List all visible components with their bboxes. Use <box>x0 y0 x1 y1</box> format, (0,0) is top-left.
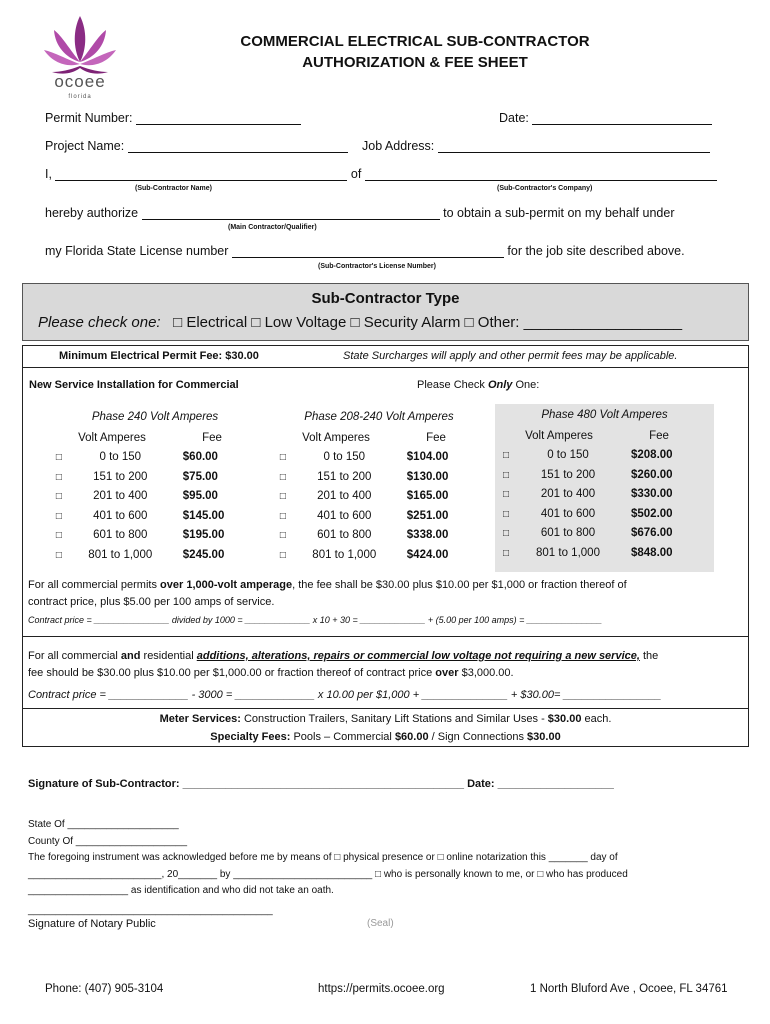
notary-signature-label: Signature of Notary Public <box>28 918 156 930</box>
fee-row <box>272 487 486 507</box>
volt-amperes-cell: 0 to 150 <box>323 451 366 463</box>
license-label: my Florida State License number <box>45 244 229 258</box>
fee-row <box>48 546 262 566</box>
fee-checkbox[interactable]: □ <box>279 530 286 541</box>
volt-amperes-cell: 601 to 800 <box>93 529 148 541</box>
fee-checkbox[interactable]: □ <box>55 491 62 502</box>
check-one-instruction: Please Check Only One: <box>417 379 540 391</box>
obtain-label: to obtain a sub-permit on my behalf under <box>443 206 675 220</box>
fee-checkbox[interactable]: □ <box>502 528 510 539</box>
fee-cell: $245.00 <box>182 548 225 561</box>
i-label: I, <box>45 167 52 181</box>
fee-row <box>495 524 714 544</box>
fee-cell: $208.00 <box>631 449 673 461</box>
min-fee-row <box>23 346 748 368</box>
fee-cell: $60.00 <box>182 451 218 463</box>
phase-title: Phase 240 Volt Amperes <box>91 411 219 423</box>
sub-contractor-signature-line[interactable]: Signature of Sub-Contractor: ______________________________________________ Date: ___________________ <box>28 778 614 790</box>
job-address-label: Job Address: <box>362 139 435 153</box>
volt-amperes-cell: 0 to 150 <box>547 449 589 461</box>
project-name-field[interactable] <box>128 138 348 153</box>
of-label: of <box>350 167 362 181</box>
fee-cell: $130.00 <box>406 470 449 483</box>
sub-contractor-company-field[interactable] <box>365 166 717 181</box>
fee-checkbox[interactable]: □ <box>279 510 286 522</box>
sub-contractor-name-field[interactable] <box>55 166 347 181</box>
date-field[interactable] <box>532 110 712 125</box>
fee-cell: $676.00 <box>631 527 673 539</box>
fee-row <box>495 466 714 486</box>
fee-checkbox[interactable]: □ <box>279 549 286 561</box>
main-contractor-field[interactable] <box>142 205 440 220</box>
date-label: Date: <box>499 111 529 125</box>
fee-checkbox[interactable]: □ <box>502 508 510 520</box>
lotus-icon <box>40 10 120 76</box>
fee-checkbox[interactable]: □ <box>55 530 62 541</box>
title-line1: COMMERCIAL ELECTRICAL SUB-CONTRACTOR <box>240 33 590 50</box>
page-title <box>180 31 650 73</box>
volt-amperes-cell: 151 to 200 <box>540 468 596 481</box>
phase-title: Phase 480 Volt Amperes <box>541 409 668 421</box>
fee-row <box>272 546 486 566</box>
fee-row <box>495 485 714 505</box>
fee-checkbox[interactable]: □ <box>55 510 62 522</box>
notary-block <box>28 817 743 900</box>
fee-row <box>495 544 714 564</box>
fee-checkbox[interactable]: □ <box>502 469 510 481</box>
fee-checkbox[interactable]: □ <box>279 452 286 463</box>
phase-title: Phase 208-240 Volt Amperes <box>304 411 454 423</box>
volt-amperes-header: Volt Amperes <box>525 430 593 442</box>
fee-cell: $145.00 <box>182 509 225 522</box>
footer-address: 1 North Bluford Ave , Ocoee, FL 34761 <box>530 983 728 995</box>
fee-row <box>48 507 262 527</box>
fee-checkbox[interactable]: □ <box>502 547 510 559</box>
volt-amperes-header: Volt Amperes <box>78 432 146 444</box>
fee-cell: $95.00 <box>182 490 218 502</box>
fee-row <box>272 448 486 468</box>
fee-cell: $75.00 <box>182 470 218 483</box>
fee-cell: $330.00 <box>631 488 673 500</box>
volt-amperes-cell: 151 to 200 <box>93 470 148 483</box>
volt-amperes-cell: 801 to 1,000 <box>88 548 153 561</box>
fee-checkbox[interactable]: □ <box>502 450 510 461</box>
notary-county[interactable]: County Of ____________________ <box>28 835 188 847</box>
min-fee-label: Minimum Electrical Permit Fee: $30.00 <box>59 350 259 362</box>
fee-cell: $165.00 <box>406 490 449 502</box>
sub-contractor-company-caption: (Sub-Contractor's Company) <box>497 185 593 192</box>
fee-header: Fee <box>426 432 446 444</box>
alterations-text: For all commercial and residential additions, alterations, repairs or commercial low voltage not requiring a new service, the fee should be $30.00 plus $10.00 per $1,000.00 or fraction thereof of contract price over $3,000.00. <box>28 650 659 679</box>
notary-seal: (Seal) <box>367 918 394 929</box>
phase-208-240-table <box>272 406 486 570</box>
logo-wordmark: ocoee <box>54 72 106 91</box>
fee-row <box>48 448 262 468</box>
fee-cell: $848.00 <box>631 546 673 559</box>
notary-line2[interactable]: ________________________, 20_______ by _________________________ □ who is personally known to me, or □ who has produced <box>28 868 628 880</box>
fee-checkbox[interactable]: □ <box>279 491 286 502</box>
fee-row <box>48 526 262 546</box>
volt-amperes-cell: 151 to 200 <box>317 470 372 483</box>
volt-amperes-cell: 201 to 400 <box>93 490 148 502</box>
volt-amperes-cell: 801 to 1,000 <box>312 548 377 561</box>
fee-checkbox[interactable]: □ <box>55 471 62 483</box>
fee-row <box>495 505 714 525</box>
fee-checkbox[interactable]: □ <box>55 452 62 463</box>
notary-signature-line[interactable]: ____________________________________________ <box>28 905 273 916</box>
type-options[interactable]: □ Electrical □ Low Voltage □ Security Alarm □ Other: ___________________ <box>173 314 683 331</box>
divider-2 <box>22 708 749 709</box>
fee-row <box>48 468 262 488</box>
ocoee-logo <box>40 10 120 105</box>
license-number-field[interactable] <box>232 243 504 258</box>
volt-amperes-cell: 401 to 600 <box>317 509 372 522</box>
license-caption: (Sub-Contractor's License Number) <box>318 263 436 270</box>
specialty-fees-text: Specialty Fees: Pools – Commercial $60.00 / Sign Connections $30.00 <box>210 731 561 743</box>
main-contractor-caption: (Main Contractor/Qualifier) <box>228 224 317 231</box>
permit-number-field[interactable] <box>136 110 301 125</box>
volt-amperes-cell: 401 to 600 <box>93 509 148 522</box>
fee-row <box>272 468 486 488</box>
fee-cell: $104.00 <box>406 451 449 463</box>
notary-state[interactable]: State Of ____________________ <box>28 819 179 830</box>
fee-cell: $195.00 <box>182 529 225 541</box>
fee-cell: $251.00 <box>406 509 449 522</box>
divider-1 <box>22 636 749 637</box>
notary-line3[interactable]: __________________ as identification and who did not take an oath. <box>28 885 334 896</box>
project-name-label: Project Name: <box>45 139 125 153</box>
fee-checkbox[interactable]: □ <box>279 471 286 483</box>
sub-contractor-name-caption: (Sub-Contractor Name) <box>135 185 213 192</box>
volt-amperes-cell: 601 to 800 <box>540 527 596 539</box>
footer-url[interactable]: https://permits.ocoee.org <box>318 983 445 995</box>
title-line2: AUTHORIZATION & FEE SHEET <box>302 54 528 71</box>
job-site-label: for the job site described above. <box>507 244 685 258</box>
volt-amperes-cell: 801 to 1,000 <box>536 546 600 559</box>
fee-row <box>495 446 714 466</box>
meter-services-text: Meter Services: Construction Trailers, Sanitary Lift Stations and Similar Uses - $30.00 each. <box>159 713 612 725</box>
fee-cell: $260.00 <box>631 468 673 481</box>
logo-subtitle: florida <box>68 94 92 100</box>
fee-row <box>272 526 486 546</box>
fee-row <box>272 507 486 527</box>
hereby-authorize-label: hereby authorize <box>45 206 139 220</box>
surcharge-note: State Surcharges will apply and other permit fees may be applicable. <box>343 350 678 362</box>
fee-cell: $338.00 <box>406 529 449 541</box>
formula-alterations[interactable]: Contract price = _____________ - 3000 = _____________ x 10.00 per $1,000 + ______________ + $30.00= ________________ <box>28 689 662 701</box>
permit-number-label: Permit Number: <box>45 111 133 125</box>
volt-amperes-cell: 0 to 150 <box>99 451 142 463</box>
footer-phone: Phone: (407) 905-3104 <box>45 983 164 995</box>
fee-cell: $502.00 <box>631 507 673 520</box>
fee-row <box>48 487 262 507</box>
fee-checkbox[interactable]: □ <box>502 489 510 500</box>
sub-contractor-type-heading: Sub-Contractor Type <box>311 290 460 307</box>
over-1000-text: For all commercial permits over 1,000-volt amperage, the fee shall be $30.00 plus $10.00 per $1,000 or fraction thereof of contract price, plus $5.00 per 100 amps of service. <box>28 579 627 608</box>
fee-checkbox[interactable]: □ <box>55 549 62 561</box>
fee-cell: $424.00 <box>406 548 449 561</box>
phase-480-table <box>495 404 714 572</box>
volt-amperes-header: Volt Amperes <box>302 432 370 444</box>
volt-amperes-cell: 401 to 600 <box>540 507 596 520</box>
notary-line1[interactable]: The foregoing instrument was acknowledged before me by means of □ physical presence or □ online notarization this _______ day of <box>28 852 618 863</box>
fee-header: Fee <box>649 430 669 442</box>
volt-amperes-cell: 201 to 400 <box>317 490 372 502</box>
sub-contractor-type-box <box>22 283 749 341</box>
new-service-label: New Service Installation for Commercial <box>29 379 239 391</box>
phase-240-table <box>48 406 262 570</box>
fee-header: Fee <box>202 432 222 444</box>
volt-amperes-cell: 601 to 800 <box>317 529 372 541</box>
volt-amperes-cell: 201 to 400 <box>540 488 596 500</box>
formula-over-1000[interactable]: Contract price = _______________ divided by 1000 = _____________ x 10 + 30 = _____________ + (5.00 per 100 amps) = _______________ <box>28 615 602 625</box>
type-prompt: Please check one: <box>38 314 161 331</box>
job-address-field[interactable] <box>438 138 710 153</box>
